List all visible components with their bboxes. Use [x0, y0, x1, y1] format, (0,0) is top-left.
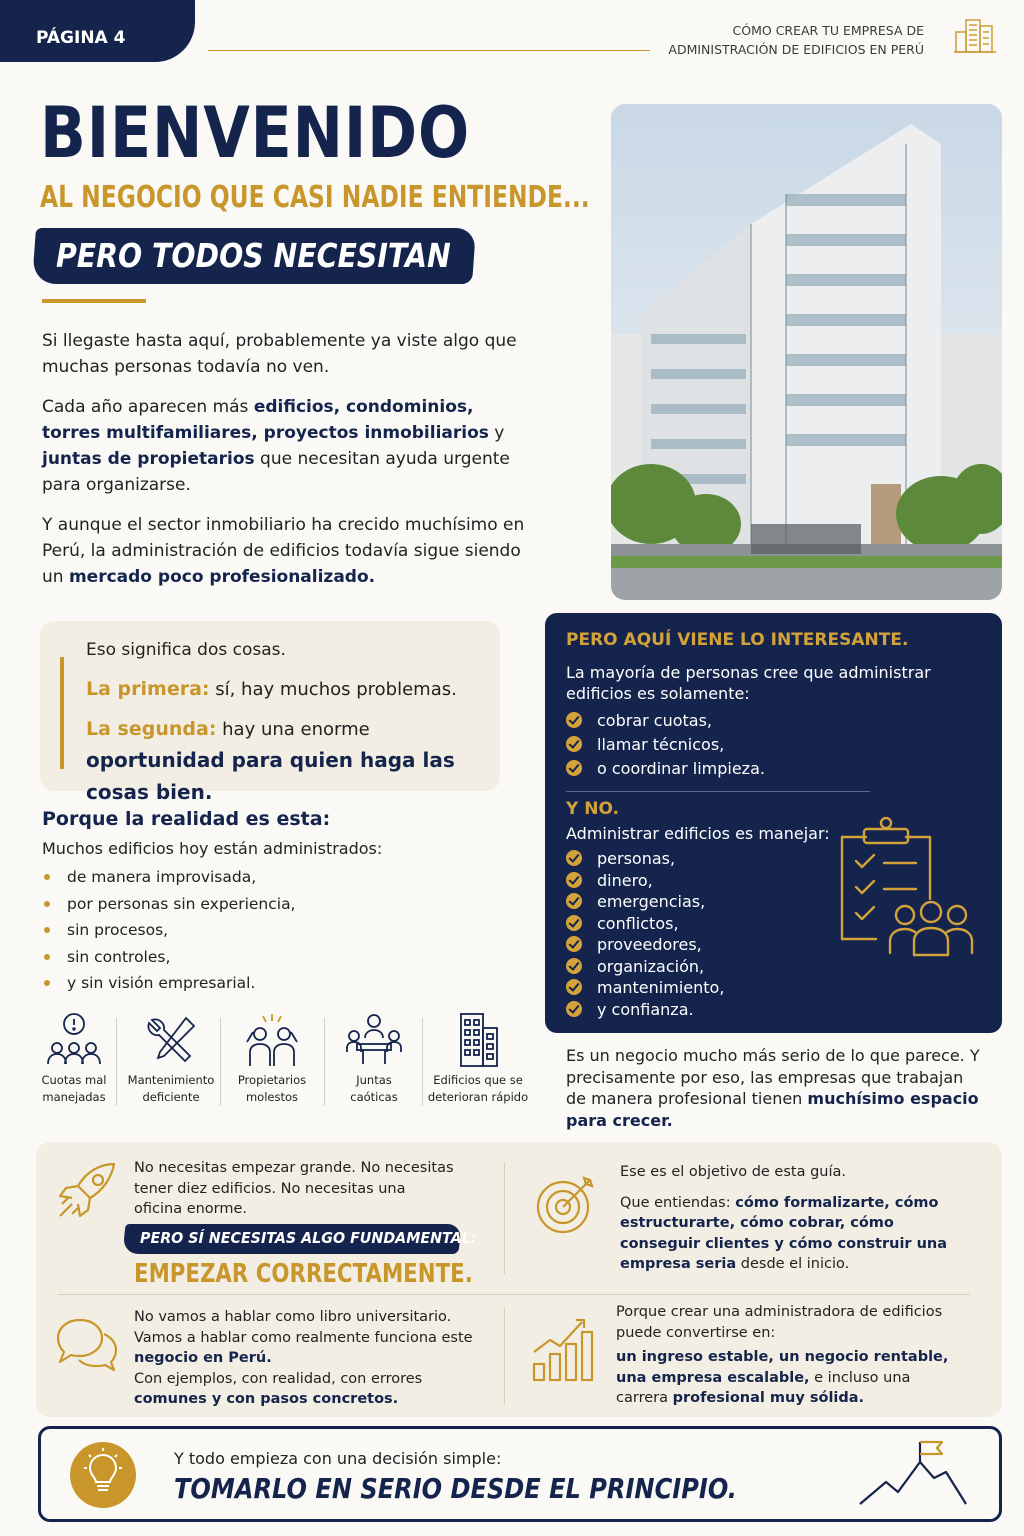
administer-intro: Administrar edificios es manejar:: [566, 824, 830, 843]
divider: [116, 1018, 117, 1106]
reality-title: Porque la realidad es esta:: [42, 808, 331, 830]
list-item: y sin visión empresarial.: [44, 970, 296, 997]
text-run: y: [488, 423, 505, 443]
check-icon: [566, 736, 582, 752]
check-icon: [566, 1001, 582, 1017]
group-alert-icon: [45, 1012, 103, 1068]
text-run: desde el inicio.: [736, 1256, 850, 1272]
caption-line: Cuotas mal: [41, 1073, 107, 1087]
caption-line: manejadas: [42, 1090, 106, 1104]
caption-line: Propietarios: [237, 1073, 307, 1087]
check-item: [566, 978, 724, 1000]
second-text: hay una enorme: [216, 719, 370, 740]
first-text: sí, hay muchos problemas.: [209, 679, 457, 700]
caption-line: molestos: [245, 1090, 299, 1104]
divider: [504, 1162, 505, 1274]
problem-item: [121, 1012, 221, 1112]
tools-icon: [142, 1012, 200, 1068]
check-item-text: emergencias,: [597, 892, 706, 911]
text-run: que necesitan ayuda urgente para organizarse.: [42, 449, 510, 495]
career-intro: Porque crear una administradora de edificios puede convertirse en:: [616, 1304, 943, 1341]
plain-talk-text: [134, 1307, 494, 1410]
guide-goal-intro: Ese es el objetivo de esta guía.: [620, 1164, 846, 1180]
manage-list: [566, 849, 724, 1021]
second-label: La segunda:: [86, 718, 217, 740]
caption-line: Juntas: [356, 1073, 392, 1087]
text-bold: profesional muy sólida.: [672, 1390, 865, 1406]
check-item: [566, 1000, 724, 1022]
page-number-tab: PÁGINA 4: [0, 0, 195, 62]
check-icon: [566, 893, 582, 909]
caption-line: Edificios que se: [433, 1073, 523, 1087]
check-icon: [566, 872, 582, 888]
caption-line: deficiente: [142, 1090, 200, 1104]
y-no-heading: Y NO.: [566, 799, 619, 819]
text-run: Que entiendas:: [620, 1194, 736, 1211]
text-bold: edificios, condominios, torres multifamiliares, proyectos inmobiliarios: [42, 397, 489, 443]
fundamental-banner-text: PERO SÍ NECESITAS ALGO FUNDAMENTAL:: [140, 1229, 477, 1247]
problem-item: [24, 1012, 124, 1112]
divider: [220, 1018, 221, 1106]
text-run: Con ejemplos, con realidad, con errores: [134, 1370, 423, 1387]
building-icon: [449, 1012, 507, 1068]
guide-title: [668, 21, 924, 59]
first-thing: [86, 678, 457, 700]
intro-paragraph-3: [42, 512, 532, 590]
problem-item: [324, 1012, 424, 1112]
no-need-big-text: No necesitas empezar grande. No necesitas tener diez edificios. No necesitas una oficina enorme.: [134, 1160, 454, 1217]
intro-paragraph-1: Si llegaste hasta aquí, probablemente ya viste algo que muchas personas todavía no ven.: [42, 331, 517, 377]
growth-chart-icon: [530, 1312, 594, 1384]
text-bold: cómo formalizarte, cómo estructurarte, cómo cobrar, cómo conseguir clientes y cómo construir una empresa seria: [620, 1194, 948, 1272]
check-icon: [566, 936, 582, 952]
caption-line: Mantenimiento: [127, 1073, 215, 1087]
common-belief-list: [566, 710, 765, 782]
text-bold: juntas de propietarios: [42, 449, 255, 469]
intro-paragraph-2: [42, 394, 532, 498]
caption-line: caóticas: [350, 1090, 398, 1104]
check-item: [566, 849, 724, 871]
reality-subtitle: Muchos edificios hoy están administrados:: [42, 839, 383, 858]
check-item-text: proveedores,: [597, 935, 702, 954]
check-icon: [566, 712, 582, 728]
career-text: [616, 1302, 966, 1409]
closing-lead-text: Y todo empieza con una decisión simple:: [174, 1449, 502, 1468]
check-icon: [566, 979, 582, 995]
check-icon: [566, 760, 582, 776]
guide-title-line2: ADMINISTRACIÓN DE EDIFICIOS EN PERÚ: [668, 42, 924, 57]
text-bold: comunes y con pasos concretos.: [134, 1391, 399, 1407]
intro-text: [42, 328, 532, 604]
check-item: [566, 734, 765, 758]
closing-headline: TOMARLO EN SERIO DESDE EL PRINCIPIO.: [174, 1472, 737, 1505]
divider: [566, 791, 870, 792]
career-detail: [616, 1347, 966, 1409]
check-item: [566, 914, 724, 936]
interesting-paragraph: La mayoría de personas cree que administrar edificios es solamente:: [566, 663, 931, 703]
brush-banner-text: PERO TODOS NECESITAN: [56, 236, 451, 275]
reality-list: [44, 864, 296, 997]
caption-line: deterioran rápido: [427, 1090, 529, 1104]
check-item-text: conflictos,: [597, 913, 679, 933]
text-bold: mercado poco profesionalizado.: [68, 567, 376, 587]
rocket-icon: [56, 1160, 118, 1220]
problem-item: [222, 1012, 322, 1112]
mountain-flag-icon: [858, 1438, 968, 1508]
meeting-icon: [345, 1012, 403, 1068]
text-run: Y aunque el sector inmobiliario ha crecido muchísimo en Perú, la administración de edificios todavía sigue siendo un: [42, 515, 525, 587]
title-underline: [42, 299, 146, 303]
list-item: por personas sin experiencia,: [44, 891, 296, 918]
list-item: sin controles,: [44, 944, 296, 971]
angry-people-icon: [243, 1012, 301, 1068]
text-run: Cada año aparecen más: [42, 397, 254, 417]
chat-bubbles-icon: [54, 1316, 120, 1372]
lightbulb-badge: [70, 1442, 136, 1508]
text-bold: negocio en Perú.: [134, 1350, 272, 1366]
divider: [504, 1308, 505, 1404]
check-item-text: dinero,: [597, 870, 653, 890]
check-icon: [566, 850, 582, 866]
first-label: La primera:: [86, 678, 210, 700]
check-icon: [566, 915, 582, 931]
guide-title-line1: CÓMO CREAR TU EMPRESA DE: [732, 23, 924, 38]
two-things-intro: Eso significa dos cosas.: [86, 640, 286, 660]
check-item: [566, 710, 765, 734]
text-bold: un ingreso estable, un negocio rentable, una empresa escalable,: [616, 1349, 949, 1386]
text-run: e incluso una carrera: [616, 1369, 911, 1406]
check-item: [566, 935, 724, 957]
check-item-text: y confianza.: [597, 999, 694, 1019]
text-run: No vamos a hablar como libro universitario. Vamos a hablar como realmente funciona este: [134, 1309, 473, 1346]
check-item-text: personas,: [597, 849, 676, 868]
second-thing: [86, 714, 486, 809]
apartment-building-photo: [611, 104, 1002, 600]
problem-item: [424, 1012, 532, 1112]
check-item-text: llamar técnicos,: [597, 735, 725, 754]
check-item: [566, 758, 765, 782]
guide-goal-text: [620, 1162, 960, 1275]
start-correctly-heading: EMPEZAR CORRECTAMENTE.: [134, 1259, 473, 1289]
clipboard-team-icon: [834, 815, 976, 965]
check-item: [566, 871, 724, 893]
check-item-text: organización,: [597, 956, 705, 976]
text-bold: muchísimo espacio para crecer.: [566, 1089, 979, 1130]
main-title: BIENVENIDO: [40, 92, 471, 174]
target-icon: [534, 1174, 600, 1236]
text-run: Es un negocio mucho más serio de lo que parece. Y precisamente por eso, las empresas que trabajan de manera profesional tienen: [566, 1046, 980, 1108]
list-item: de manera improvisada,: [44, 864, 296, 891]
main-subtitle: AL NEGOCIO QUE CASI NADIE ENTIENDE...: [40, 180, 590, 215]
divider: [422, 1018, 423, 1106]
list-item: sin procesos,: [44, 917, 296, 944]
header-rule: [208, 50, 650, 51]
lightbulb-icon: [70, 1442, 136, 1508]
card-accent-bar: [60, 657, 64, 769]
check-icon: [566, 958, 582, 974]
divider: [58, 1294, 970, 1295]
guide-goal-detail: [620, 1193, 960, 1275]
check-item-text: cobrar cuotas,: [597, 711, 713, 730]
problems-icon-row: [24, 1012, 534, 1112]
buildings-logo-icon: [954, 14, 996, 54]
check-item-text: mantenimiento,: [597, 978, 725, 997]
serious-business-text: [566, 1045, 986, 1131]
interesting-title: PERO AQUÍ VIENE LO INTERESANTE.: [566, 630, 909, 650]
check-item: [566, 957, 724, 979]
second-bold: oportunidad para quien haga las cosas bien.: [86, 748, 455, 804]
check-item-text: o coordinar limpieza.: [597, 759, 765, 778]
check-item: [566, 892, 724, 914]
